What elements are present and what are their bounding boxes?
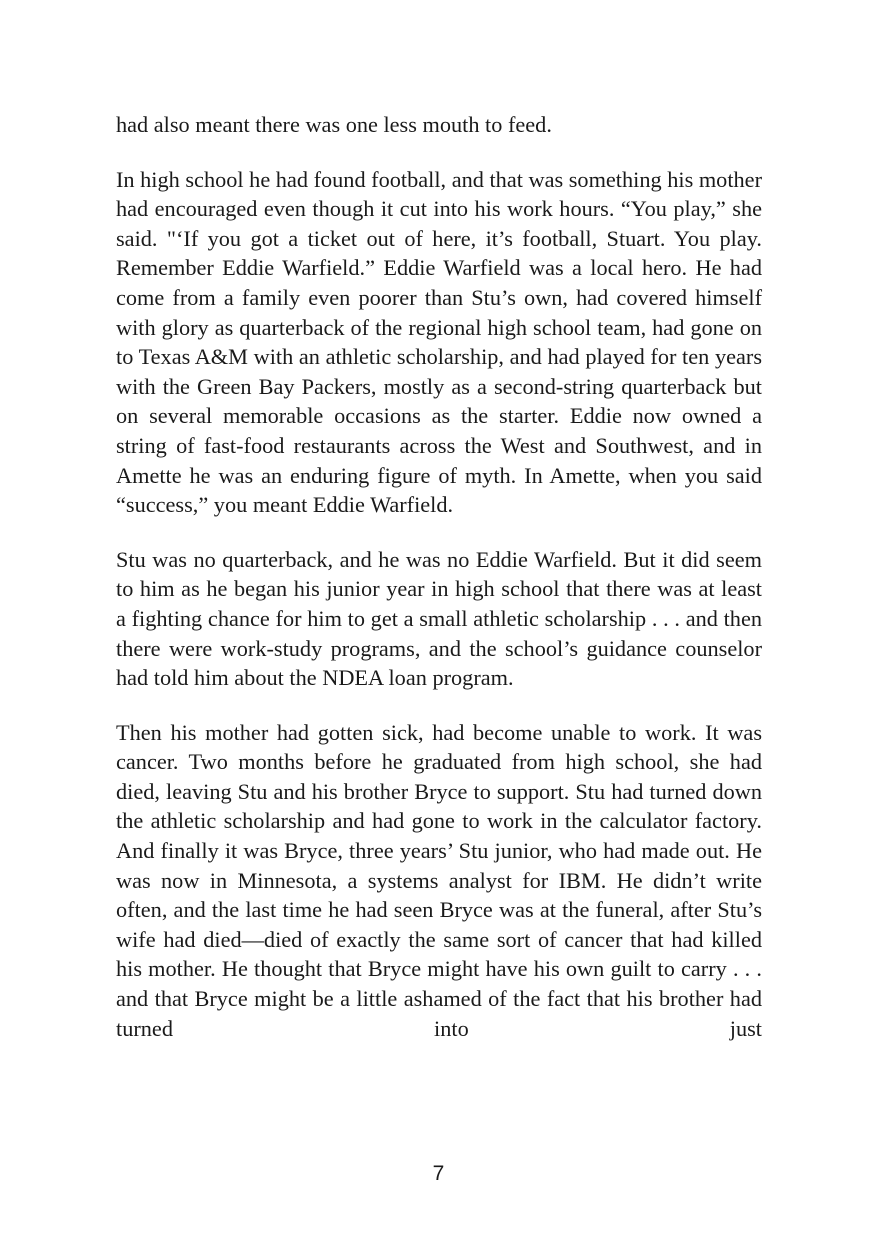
paragraph-scholarship: Stu was no quarterback, and he was no Eddie Warfield. But it did seem to him as he began his junior year in high school that there was at least a fighting chance for him to get a small athletic scholarship . . . and then there were work-study programs, and the school’s guidance counselor had told him about the NDEA loan program. [116, 546, 762, 691]
paragraph-football: In high school he had found football, and that was something his mother had encouraged even though it cut into his work hours. “You play,” she said. "‘If you got a ticket out of here, it’s football, Stuart. You play. Remember Eddie Warfield.” Eddie Warfield was a local hero. He had come from a family even poorer than Stu’s own, had covered himself with glory as quarterback of the regional high school team, had gone on to Texas A&M with an athletic scholarship, and had played for ten years with the Green Bay Packers, mostly as a second-string quarterback but on several memorable occasions as the starter. Eddie now owned a string of fast-food restaurants across the West and Southwest, and in Amette he was an enduring figure of myth. In Amette, when you said “success,” you meant Eddie Warfield. [116, 166, 762, 518]
paragraph-continuation: had also meant there was one less mouth to feed. [116, 112, 552, 137]
page-body [116, 110, 762, 1043]
page-number: 7 [432, 1162, 445, 1185]
paragraph-mother-sick: Then his mother had gotten sick, had become unable to work. It was cancer. Two months before he graduated from high school, she had died, leaving Stu and his brother Bryce to support. Stu had turned down the athletic scholarship and had gone to work in the calculator factory. And finally it was Bryce, three years’ Stu junior, who had made out. He was now in Minnesota, a systems analyst for IBM. He didn’t write often, and the last time he had seen Bryce was at the funeral, after Stu’s wife had died—died of exactly the same sort of cancer that had killed his mother. He thought that Bryce might have his own guilt to carry . . . and that Bryce might be a little ashamed of the fact that his brother had turned into just [116, 719, 762, 1041]
